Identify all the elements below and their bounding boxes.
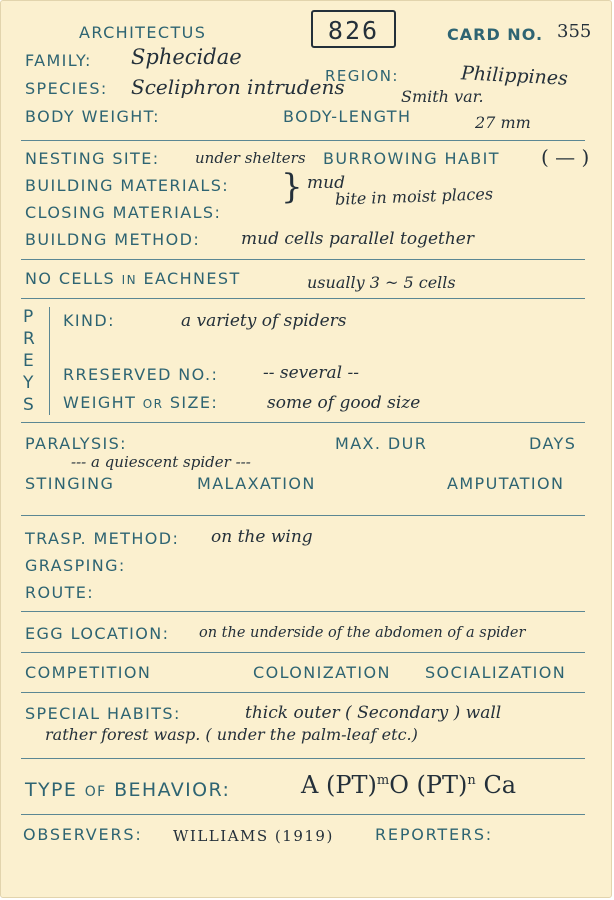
divider [21,758,585,759]
grasping-label: GRASPING: [25,556,126,575]
divider [21,140,585,141]
of-word: OF [84,784,107,800]
divider [21,259,585,260]
building-material-2: bite in moist places [334,184,494,209]
no-cells-word: NO CELLS [25,269,116,288]
prey-letter: S [23,395,34,415]
formula-exp-m: m [376,773,390,788]
building-method-value: mud cells parallel together [241,229,474,249]
family-label: FAMILY: [25,51,92,70]
body-weight-label: BODY WEIGHT: [25,107,160,126]
observers-value: WILLIAMS (1919) [173,827,334,845]
building-materials-label: BUILDING MATERIALS: [25,176,230,195]
catalog-number-box [311,10,396,48]
weight-word: WEIGHT [63,393,137,412]
or-word: OR [142,397,164,411]
body-length-label: BODY-LENGTH [283,107,412,126]
transport-method-label: TRASP. METHOD: [25,529,180,548]
special-habits-label: SPECIAL HABITS: [25,704,181,723]
behavior-word: BEHAVIOR: [114,779,231,801]
stinging-label: STINGING [25,474,115,493]
family-value: Sphecidae [131,45,242,69]
species-author: Smith var. [401,87,484,106]
malaxation-label: MALAXATION [197,474,316,493]
card-title: ARCHITECTUS [79,23,207,42]
prey-letter: Y [23,373,34,393]
type-word: TYPE [25,779,78,801]
transport-method-value: on the wing [211,527,313,547]
prey-letter: E [23,351,34,371]
kind-value: a variety of spiders [181,311,347,331]
egg-location-label: EGG LOCATION: [25,624,170,643]
no-cells-label [25,269,241,288]
formula-pt-1: (PT) [325,771,377,799]
catalog-number: 826 [327,16,380,45]
closing-materials-label: CLOSING MATERIALS: [25,203,222,222]
days-label: DAYS [529,434,577,453]
body-length-value: 27 mm [475,113,531,132]
divider [21,422,585,423]
card-no-label: CARD NO. [447,25,544,44]
divider [21,692,585,693]
species-value: Sceliphron intrudens [131,75,345,99]
prey-letter: R [23,329,35,349]
paralysis-label: PARALYSIS: [25,434,127,453]
formula-exp-n: n [467,773,476,788]
socialization-label: SOCIALIZATION [425,663,567,682]
building-method-label: BUILDNG METHOD: [25,230,201,249]
weight-size-label [63,393,218,412]
preserved-value: -- several -- [263,363,359,383]
formula-pt-2: (PT) [416,771,468,799]
card-no-value: 355 [557,21,592,42]
in-word: IN [121,273,137,287]
paralysis-value: --- a quiescent spider --- [71,453,251,471]
preserved-label: RRESERVED NO.: [63,365,219,384]
burrowing-habit-label: BURROWING HABIT [323,149,500,168]
egg-location-value: on the underside of the abdomen of a spider [199,625,526,641]
divider [21,515,585,516]
behavior-formula [301,771,516,799]
divider [21,298,585,299]
region-label: REGION: [325,67,399,85]
kind-label: KIND: [63,311,115,330]
brace-mark: } [281,167,303,207]
formula-ca: Ca [483,771,517,799]
reporters-label: REPORTERS: [375,825,493,844]
divider [21,814,585,815]
divider [21,611,585,612]
preys-divider [49,307,50,415]
nesting-site-value: under shelters [195,149,306,167]
cells-value: usually 3 ~ 5 cells [307,273,456,292]
nesting-site-label: NESTING SITE: [25,149,160,168]
amputation-label: AMPUTATION [447,474,565,493]
divider [21,652,585,653]
formula-a: A [301,771,319,799]
size-word: SIZE: [169,393,219,412]
colonization-label: COLONIZATION [253,663,391,682]
type-of-behavior-label [25,779,230,801]
species-label: SPECIES: [25,79,108,98]
region-value: Philippines [460,62,569,90]
route-label: ROUTE: [25,583,95,602]
each-nest-word: EACHNEST [143,269,241,288]
competition-label: COMPETITION [25,663,152,682]
special-habits-line-1: thick outer ( Secondary ) wall [245,703,502,723]
burrowing-habit-value: ( — ) [541,145,590,169]
special-habits-line-2: rather forest wasp. ( under the palm-leaf etc.) [45,725,418,744]
prey-letter: P [23,307,34,327]
max-dur-label: MAX. DUR [335,434,428,453]
weight-size-value: some of good size [267,393,421,413]
building-material-1: mud [307,173,345,193]
observers-label: OBSERVERS: [23,825,143,844]
formula-o: O [389,771,409,799]
